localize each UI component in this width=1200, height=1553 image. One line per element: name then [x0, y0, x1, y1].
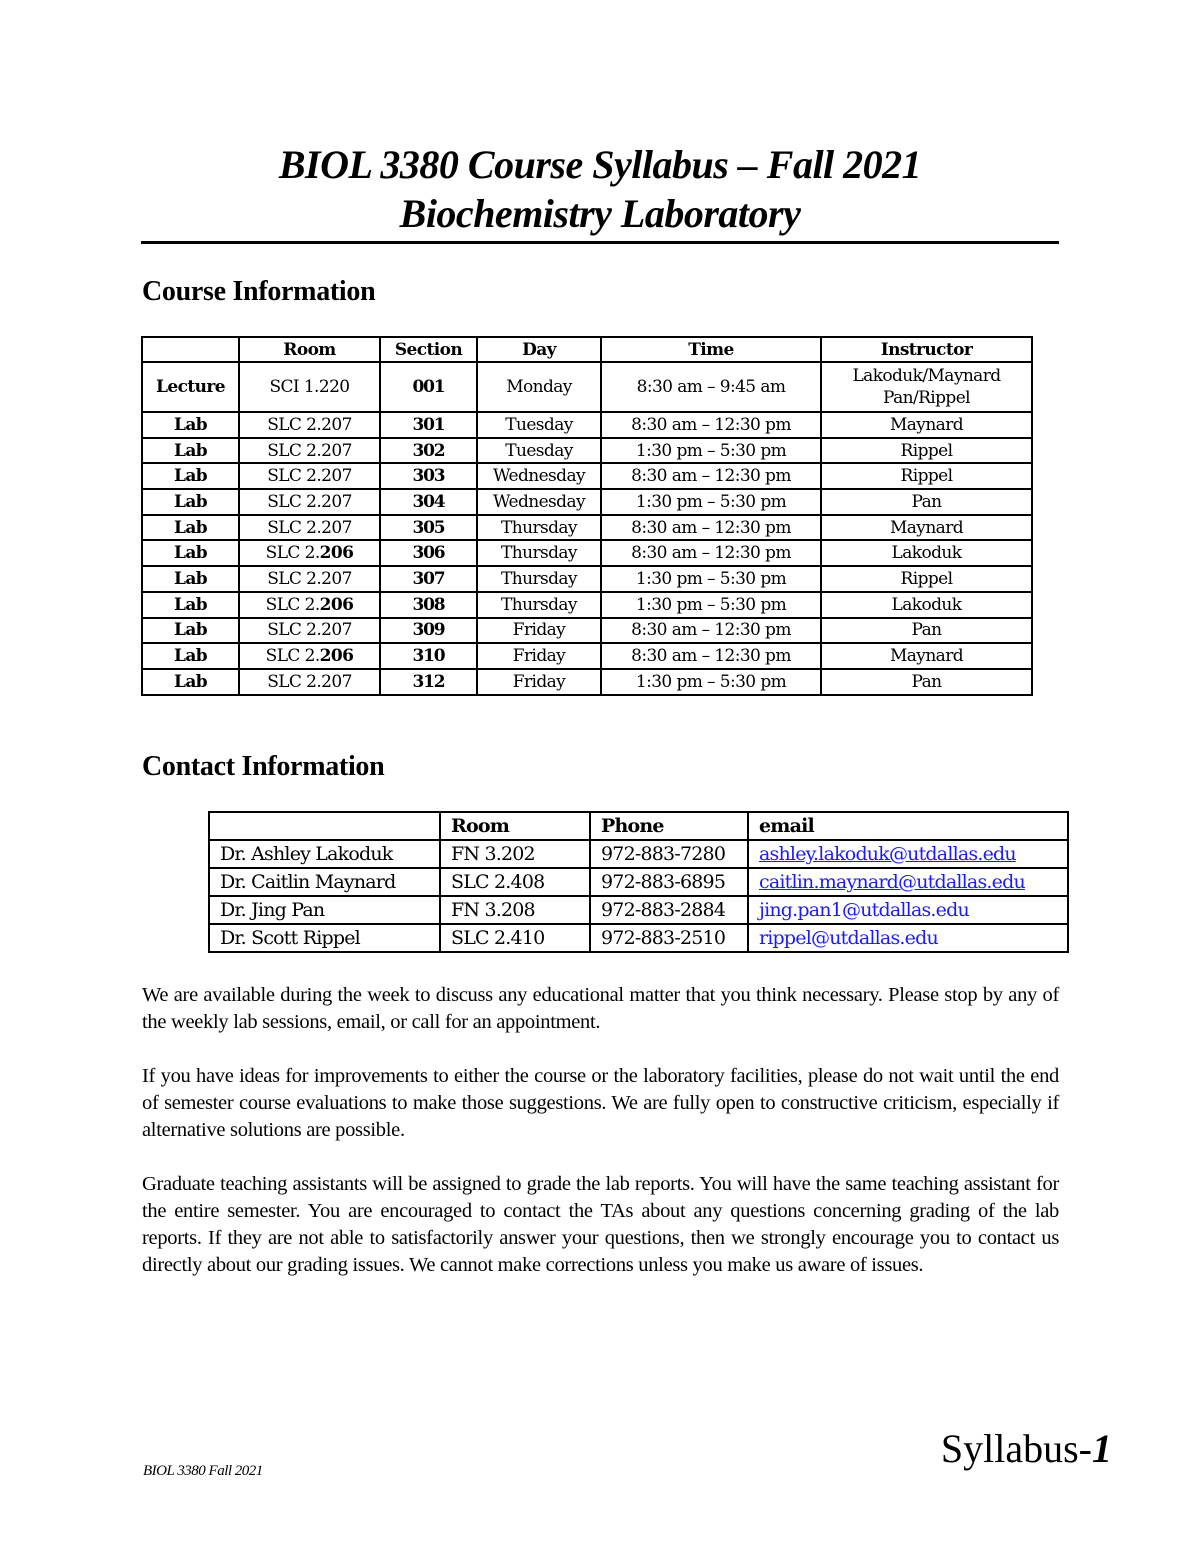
cell-room: SLC 2.207	[239, 463, 380, 489]
cell-type: Lecture	[142, 362, 239, 412]
cell-time: 8:30 am – 9:45 am	[601, 362, 821, 412]
cell-room: SLC 2.207	[239, 438, 380, 464]
grading-paragraph: Graduate teaching assistants will be assigned to grade the lab reports. You will have the same teaching assistant for the entire semester. You are encouraged to contact the TAs about any questions concerning grading of the lab reports. If they are not able to satisfactorily answer your questions, then we strongly encourage you to contact us directly about our grading issues. We cannot make corrections unless you make us aware of issues.	[142, 1173, 1059, 1276]
cell-phone: 972-883-2884	[590, 896, 748, 924]
cell-section: 301	[380, 412, 477, 438]
cell-time: 8:30 am – 12:30 pm	[601, 618, 821, 644]
cell-room: SLC 2.410	[440, 924, 590, 952]
email-link[interactable]: caitlin.maynard@utdallas.edu	[759, 871, 1025, 893]
email-link[interactable]: rippel@utdallas.edu	[759, 927, 938, 949]
cell-day: Monday	[477, 362, 601, 412]
cell-section: 310	[380, 643, 477, 669]
cell-day: Thursday	[477, 515, 601, 541]
table-row	[209, 896, 1068, 924]
cell-day: Wednesday	[477, 489, 601, 515]
email-link[interactable]: ashley.lakoduk@utdallas.edu	[759, 843, 1016, 865]
cell-time: 8:30 am – 12:30 pm	[601, 540, 821, 566]
cell-day: Tuesday	[477, 412, 601, 438]
cell-time: 1:30 pm – 5:30 pm	[601, 592, 821, 618]
cell-instructor: Lakoduk	[821, 592, 1032, 618]
table-row	[209, 924, 1068, 952]
cell-day: Tuesday	[477, 438, 601, 464]
cell-instructor: Lakoduk/Maynard Pan/Rippel	[821, 362, 1032, 412]
course-info-heading: Course Information	[142, 276, 376, 307]
table-header-row	[142, 337, 1032, 362]
title-divider	[141, 241, 1059, 244]
column-header-day: Day	[477, 337, 601, 362]
table-row	[142, 618, 1032, 644]
cell-room: SCI 1.220	[239, 362, 380, 412]
cell-time: 1:30 pm – 5:30 pm	[601, 566, 821, 592]
table-row	[142, 438, 1032, 464]
cell-type: Lab	[142, 643, 239, 669]
cell-instructor: Pan	[821, 489, 1032, 515]
cell-section: 302	[380, 438, 477, 464]
cell-day: Wednesday	[477, 463, 601, 489]
cell-room: SLC 2.207	[239, 566, 380, 592]
table-row	[142, 592, 1032, 618]
column-header-type	[142, 337, 239, 362]
cell-instructor: Rippel	[821, 438, 1032, 464]
cell-email	[748, 924, 1068, 952]
cell-room: FN 3.202	[440, 840, 590, 868]
cell-section: 312	[380, 669, 477, 695]
title-line-1: BIOL 3380 Course Syllabus – Fall 2021	[278, 142, 922, 187]
cell-instructor: Maynard	[821, 515, 1032, 541]
table-row	[142, 669, 1032, 695]
table-row	[209, 840, 1068, 868]
cell-time: 1:30 pm – 5:30 pm	[601, 438, 821, 464]
table-row	[142, 515, 1032, 541]
table-row	[142, 566, 1032, 592]
cell-section: 308	[380, 592, 477, 618]
cell-type: Lab	[142, 463, 239, 489]
cell-room: FN 3.208	[440, 896, 590, 924]
table-row	[209, 868, 1068, 896]
cell-day: Friday	[477, 618, 601, 644]
cell-room: SLC 2.206	[239, 592, 380, 618]
cell-room: SLC 2.207	[239, 515, 380, 541]
cell-type: Lab	[142, 540, 239, 566]
feedback-paragraph: If you have ideas for improvements to either the course or the laboratory facilities, please do not wait until the end of semester course evaluations to make those suggestions. We are fully open to constructive criticism, especially if alternative solutions are possible.	[142, 1065, 1059, 1141]
table-row	[142, 540, 1032, 566]
cell-time: 8:30 am – 12:30 pm	[601, 412, 821, 438]
cell-day: Friday	[477, 669, 601, 695]
table-row	[142, 489, 1032, 515]
cell-type: Lab	[142, 592, 239, 618]
table-row	[142, 643, 1032, 669]
email-link[interactable]: jing.pan1@utdallas.edu	[759, 899, 969, 921]
course-schedule-table	[141, 336, 1033, 696]
cell-day: Thursday	[477, 566, 601, 592]
cell-time: 1:30 pm – 5:30 pm	[601, 489, 821, 515]
cell-room: SLC 2.207	[239, 669, 380, 695]
title-line-2: Biochemistry Laboratory	[399, 191, 801, 236]
contact-info-heading: Contact Information	[142, 751, 385, 782]
cell-room: SLC 2.207	[239, 618, 380, 644]
column-header-section: Section	[380, 337, 477, 362]
cell-day: Thursday	[477, 592, 601, 618]
table-header-row	[209, 812, 1068, 840]
cell-room: SLC 2.207	[239, 489, 380, 515]
cell-day: Friday	[477, 643, 601, 669]
cell-section: 305	[380, 515, 477, 541]
cell-phone: 972-883-2510	[590, 924, 748, 952]
cell-phone: 972-883-7280	[590, 840, 748, 868]
cell-name: Dr. Caitlin Maynard	[209, 868, 440, 896]
cell-time: 8:30 am – 12:30 pm	[601, 643, 821, 669]
document-title	[141, 140, 1059, 238]
cell-section: 307	[380, 566, 477, 592]
cell-type: Lab	[142, 438, 239, 464]
column-header-room: Room	[239, 337, 380, 362]
column-header-room: Room	[440, 812, 590, 840]
table-row	[142, 412, 1032, 438]
page-number-label: Syllabus-1	[940, 1426, 1112, 1471]
table-row	[142, 463, 1032, 489]
cell-time: 8:30 am – 12:30 pm	[601, 515, 821, 541]
cell-day: Thursday	[477, 540, 601, 566]
availability-paragraph: We are available during the week to discuss any educational matter that you think necessary. Please stop by any of the weekly lab sessions, email, or call for an appointment.	[142, 984, 1059, 1033]
cell-name: Dr. Scott Rippel	[209, 924, 440, 952]
cell-type: Lab	[142, 566, 239, 592]
cell-time: 8:30 am – 12:30 pm	[601, 463, 821, 489]
cell-email	[748, 868, 1068, 896]
cell-email	[748, 896, 1068, 924]
cell-name: Dr. Ashley Lakoduk	[209, 840, 440, 868]
cell-type: Lab	[142, 669, 239, 695]
cell-instructor: Rippel	[821, 463, 1032, 489]
cell-name: Dr. Jing Pan	[209, 896, 440, 924]
cell-instructor: Lakoduk	[821, 540, 1032, 566]
cell-type: Lab	[142, 412, 239, 438]
cell-section: 309	[380, 618, 477, 644]
cell-room: SLC 2.408	[440, 868, 590, 896]
cell-instructor: Maynard	[821, 643, 1032, 669]
footer-course-label: BIOL 3380 Fall 2021	[143, 1463, 263, 1479]
cell-instructor: Pan	[821, 669, 1032, 695]
cell-type: Lab	[142, 489, 239, 515]
cell-room: SLC 2.206	[239, 643, 380, 669]
table-row	[142, 362, 1032, 412]
cell-section: 304	[380, 489, 477, 515]
cell-instructor: Maynard	[821, 412, 1032, 438]
column-header-email: email	[748, 812, 1068, 840]
column-header-name	[209, 812, 440, 840]
cell-room: SLC 2.207	[239, 412, 380, 438]
cell-instructor: Rippel	[821, 566, 1032, 592]
cell-phone: 972-883-6895	[590, 868, 748, 896]
cell-section: 306	[380, 540, 477, 566]
contact-table	[208, 811, 1069, 953]
cell-email	[748, 840, 1068, 868]
cell-type: Lab	[142, 515, 239, 541]
column-header-phone: Phone	[590, 812, 748, 840]
cell-section: 303	[380, 463, 477, 489]
cell-type: Lab	[142, 618, 239, 644]
column-header-instructor: Instructor	[821, 337, 1032, 362]
cell-room: SLC 2.206	[239, 540, 380, 566]
cell-time: 1:30 pm – 5:30 pm	[601, 669, 821, 695]
column-header-time: Time	[601, 337, 821, 362]
cell-instructor: Pan	[821, 618, 1032, 644]
cell-section: 001	[380, 362, 477, 412]
